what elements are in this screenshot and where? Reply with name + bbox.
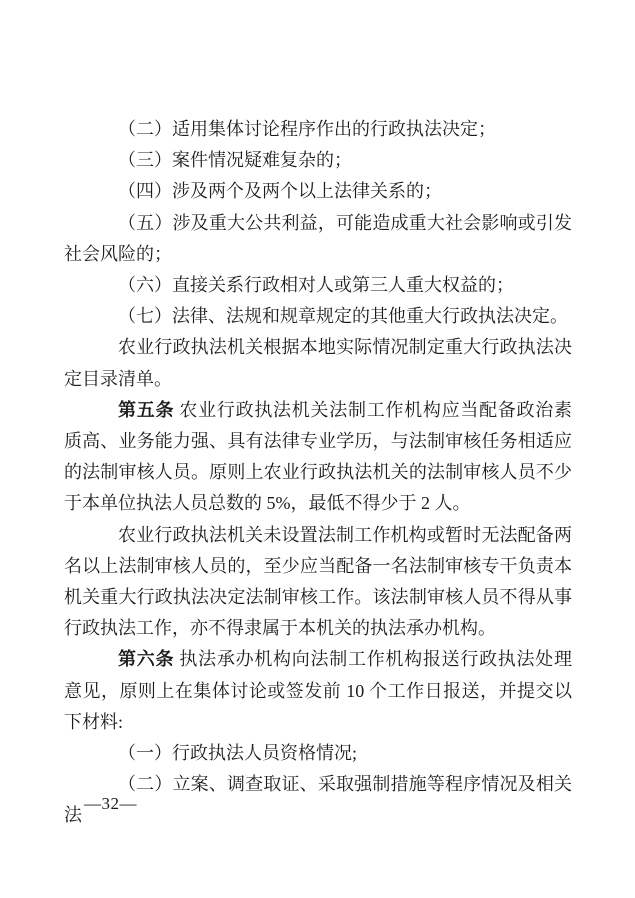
paragraph-text: 农业行政执法机关法制工作机构应当配备政治素质高、业务能力强、具有法律专业学历，与法制审核任务相适应的法制审核人员。原则上农业行政执法机关的法制审核人员不少于本单位执法人员总数的 5%，最低不得少于 2 人。 [64,399,572,514]
paragraph [64,332,572,394]
article-number: 第六条 [118,649,175,670]
paragraph [64,395,572,520]
list-item-text: （二）立案、调查取证、采取强制措施等程序情况及相关法 [64,774,572,826]
list-item [64,270,572,301]
list-item [64,114,572,145]
list-item [64,769,572,831]
paragraph [64,520,572,645]
list-item [64,176,572,207]
list-item-text: （四）涉及两个及两个以上法律关系的； [118,181,442,202]
list-item-text: （三）案件情况疑难复杂的； [118,150,352,171]
list-item [64,145,572,176]
paragraph-text: 农业行政执法机关未设置法制工作机构或暂时无法配备两名以上法制审核人员的，至少应当配备一名法制审核专干负责本机关重大行政执法决定法制审核工作。该法制审核人员不得从事行政执法工作，亦不得隶属于本机关的执法承办机构。 [64,524,572,639]
document-body [64,114,572,832]
list-item-text: （五）涉及重大公共利益，可能造成重大社会影响或引发社会风险的； [64,212,572,264]
list-item [64,738,572,769]
list-item [64,208,572,270]
paragraph-text: 农业行政执法机关根据本地实际情况制定重大行政执法决定目录清单。 [64,337,572,389]
paragraph-text: 执法承办机构向法制工作机构报送行政执法处理意见，原则上在集体讨论或签发前 10 个工作日报送，并提交以下材料: [64,649,572,732]
article-number: 第五条 [118,399,175,420]
list-item-text: （六）直接关系行政相对人或第三人重大权益的； [118,275,514,296]
list-item [64,301,572,332]
list-item-text: （一）行政执法人员资格情况; [118,743,357,764]
page-number: —32— [84,794,137,813]
list-item-text: （七）法律、法规和规章规定的其他重大行政执法决定。 [118,306,568,327]
list-item-text: （二）适用集体讨论程序作出的行政执法决定； [118,119,496,139]
paragraph [64,644,572,738]
